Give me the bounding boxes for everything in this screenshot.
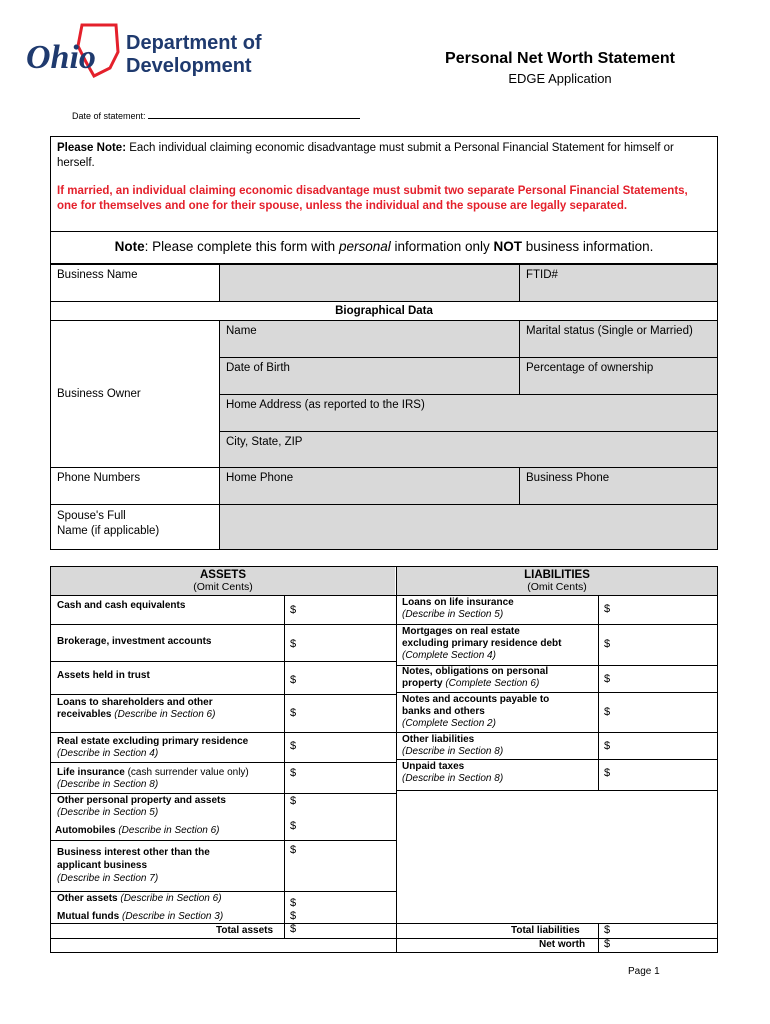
asset-life-insurance: Life insurance (cash surrender value only) (Describe in Section 8) xyxy=(57,767,249,790)
liability-other-value[interactable]: $ xyxy=(604,740,611,752)
total-liabilities-label: Total liabilities xyxy=(511,925,580,936)
asset-other: Other assets (Describe in Section 6) xyxy=(57,893,222,904)
spouse-name-input[interactable] xyxy=(219,504,718,550)
spouse-name-label: Spouse's Full Name (if applicable) xyxy=(50,504,220,550)
asset-brokerage: Brokerage, investment accounts xyxy=(57,636,212,647)
business-phone-input[interactable]: Business Phone xyxy=(519,467,718,505)
asset-loans-value[interactable]: $ xyxy=(290,707,297,719)
asset-other-value[interactable]: $ xyxy=(290,897,297,909)
liability-taxes: Unpaid taxes (Describe in Section 8) xyxy=(402,761,504,784)
personal-info-note: Note: Please complete this form with personal information only NOT business information. xyxy=(50,232,718,264)
liability-life-value[interactable]: $ xyxy=(604,603,611,615)
asset-cash-value[interactable]: $ xyxy=(290,604,297,616)
net-worth-label: Net worth xyxy=(539,939,586,950)
ownership-pct-input[interactable]: Percentage of ownership xyxy=(519,357,718,395)
asset-mutual-funds: Mutual funds (Describe in Section 3) xyxy=(57,911,224,922)
net-worth-value[interactable]: $ xyxy=(604,938,611,950)
liability-taxes-value[interactable]: $ xyxy=(604,767,611,779)
page-subtitle: EDGE Application xyxy=(508,71,612,86)
page-number: Page 1 xyxy=(628,966,660,977)
home-phone-input[interactable]: Home Phone xyxy=(219,467,520,505)
assets-header: ASSETS (Omit Cents) xyxy=(51,567,395,595)
asset-cash: Cash and cash equivalents xyxy=(57,600,186,611)
bio-header: Biographical Data xyxy=(50,301,718,321)
asset-other-personal: Other personal property and assets (Describe in Section 5) xyxy=(57,795,226,818)
total-assets-label: Total assets xyxy=(216,925,274,936)
asset-mutual-value[interactable]: $ xyxy=(290,910,297,922)
liabilities-header: LIABILITIES (Omit Cents) xyxy=(397,567,717,595)
liability-mortgage-value[interactable]: $ xyxy=(604,638,611,650)
home-address-input[interactable]: Home Address (as reported to the IRS) xyxy=(219,394,718,432)
ftid-input[interactable]: FTID# xyxy=(519,264,718,302)
page-title: Personal Net Worth Statement xyxy=(445,50,675,67)
ohio-logo xyxy=(24,22,120,80)
liability-notes-banks-value[interactable]: $ xyxy=(604,706,611,718)
dob-input[interactable]: Date of Birth xyxy=(219,357,520,395)
liability-notes-personal: Notes, obligations on personal property (Complete Section 6) xyxy=(402,666,549,689)
phone-numbers-label: Phone Numbers xyxy=(50,467,220,505)
asset-business-interest: Business interest other than the applicant business (Describe in Section 7) xyxy=(57,847,210,884)
married-note: If married, an individual claiming economic disadvantage must submit two separate Personal Financial Statements, one for themselves and one for their spouse, unless the individual and the spouse are legally separated. xyxy=(57,185,688,212)
asset-automobiles: Automobiles (Describe in Section 6) xyxy=(55,825,220,836)
asset-brokerage-value[interactable]: $ xyxy=(290,638,297,650)
city-state-zip-input[interactable]: City, State, ZIP xyxy=(219,431,718,469)
liability-other: Other liabilities (Describe in Section 8) xyxy=(402,734,504,757)
total-liabilities-value[interactable]: $ xyxy=(604,924,611,936)
liability-notes-banks: Notes and accounts payable to banks and others (Complete Section 2) xyxy=(402,694,550,729)
asset-auto-value[interactable]: $ xyxy=(290,820,297,832)
total-assets-value[interactable]: $ xyxy=(290,923,297,935)
asset-trust-value[interactable]: $ xyxy=(290,674,297,686)
date-of-statement: Date of statement: xyxy=(72,110,360,121)
asset-real-estate: Real estate excluding primary residence (Describe in Section 4) xyxy=(57,736,249,759)
asset-loans-shareholders: Loans to shareholders and other receivables (Describe in Section 6) xyxy=(57,697,216,720)
marital-status-input[interactable]: Marital status (Single or Married) xyxy=(519,320,718,358)
business-owner-label: Business Owner xyxy=(50,320,220,468)
asset-business-value[interactable]: $ xyxy=(290,844,297,856)
ohio-logo-text: Ohio xyxy=(26,39,96,76)
asset-other-personal-value[interactable]: $ xyxy=(290,795,297,807)
business-name-label: Business Name xyxy=(50,264,220,302)
liability-mortgages: Mortgages on real estate excluding primary residence debt (Complete Section 4) xyxy=(402,626,562,661)
liability-life-loans: Loans on life insurance (Describe in Section 5) xyxy=(402,597,514,620)
liability-notes-personal-value[interactable]: $ xyxy=(604,673,611,685)
asset-life-value[interactable]: $ xyxy=(290,767,297,779)
owner-name-input[interactable]: Name xyxy=(219,320,520,358)
department-name: Department of Development xyxy=(126,32,262,77)
business-name-input[interactable] xyxy=(219,264,520,302)
note-box: Please Note: Each individual claiming economic disadvantage must submit a Personal Financial Statement for himself or herself. If married, an individual claiming economic disadvantage must submit two separate Personal Financial Statements, one for themselves and one for their spouse, unless the individual and the spouse are legally separated. xyxy=(50,136,718,232)
date-field[interactable] xyxy=(148,110,360,119)
asset-real-estate-value[interactable]: $ xyxy=(290,740,297,752)
asset-trust: Assets held in trust xyxy=(57,670,150,681)
